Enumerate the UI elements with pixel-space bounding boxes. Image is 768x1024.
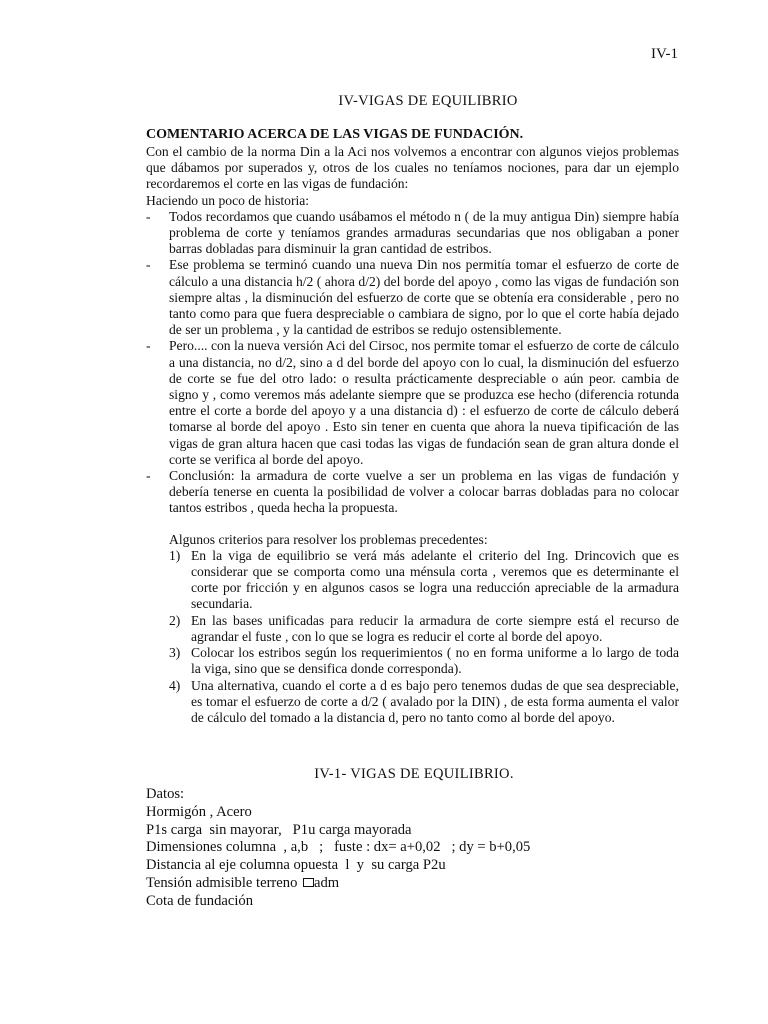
criteria-list bbox=[146, 548, 679, 726]
list-item bbox=[169, 548, 679, 613]
data-line: Cota de fundación bbox=[146, 892, 253, 909]
list-marker: 3) bbox=[169, 645, 181, 661]
list-item-text: Una alternativa, cuando el corte a d es bajo pero tenemos dudas de que sea despreciable, es tomar el esfuerzo de corte a d/2 ( avalado por la DIN) , de esta forma aumenta el valor de cálculo del tomado a la distancia d, pero no tanto como al borde del apoyo. bbox=[191, 677, 679, 725]
data-list bbox=[146, 786, 679, 911]
data-label: Datos: bbox=[146, 786, 185, 802]
list-marker: - bbox=[146, 208, 151, 224]
list-item-text: Pero.... con la nueva versión Aci del Cirsoc, nos permite tomar el esfuerzo de corte de cálculo a una distancia, no d/2, sino a d del borde del apoyo con lo cual, la disminución del esfuerzo de corte se fue del otro lado: o resulta prácticamente despreciable o aún peor. cambia de signo y , como veremos más adelante siempre que se produzca ese hecho (diferencia rotunda entre el corte a borde del apoyo y a una distancia d) : el esfuerzo de corte de cálculo deberá tomarse al borde del apoyo . Esto sin tener en cuenta que ahora la nueva tipificación de las vigas de gran altura hacen que casi todas las vigas de fundación sean de gran altura donde el corte se verifica al borde del apoyo. bbox=[169, 338, 679, 467]
history-label: Haciendo un poco de historia: bbox=[146, 192, 310, 208]
list-item bbox=[146, 468, 679, 517]
list-item bbox=[169, 678, 679, 727]
data-line: Hormigón , Acero bbox=[146, 803, 252, 820]
list-marker: 2) bbox=[169, 612, 181, 628]
tension-label: Tensión admisible terreno bbox=[146, 874, 302, 891]
list-item-text: Ese problema se terminó cuando una nueva Din nos permitía tomar el esfuerzo de corte de cálculo a una distancia h/2 ( ahora d/2) del borde del apoyo , como las vigas de fundación son siempre altas , la disminución del esfuerzo de corte que se obtenía era considerable , pero no tanto como para que fuera despreciable o cambiara de signo, por lo que el corte había dejado de ser un problema , y la cantidad de estribos se redujo ostensiblemente. bbox=[169, 257, 679, 338]
criteria-intro: Algunos criterios para resolver los problemas precedentes: bbox=[169, 531, 488, 547]
list-item bbox=[146, 209, 679, 258]
page-number: IV-1 bbox=[651, 46, 678, 62]
list-item-text: Colocar los estribos según los requerimientos ( no en forma uniforme a lo largo de toda la viga, sino que se densifica donde corresponda). bbox=[191, 645, 679, 677]
list-marker: - bbox=[146, 338, 151, 354]
intro-paragraph: Con el cambio de la norma Din a la Aci nos volvemos a encontrar con algunos viejos problemas que dábamos por superados y, otros de los cuales no teníamos nociones, para dar un ejemplo recordaremos el corte en las vigas de fundación: bbox=[146, 144, 679, 192]
data-line: P1s carga sin mayorar, P1u carga mayorada bbox=[146, 821, 412, 838]
missing-glyph-icon bbox=[303, 878, 314, 887]
data-line: Distancia al eje columna opuesta l y su carga P2u bbox=[146, 857, 446, 874]
tension-suffix: adm bbox=[314, 874, 340, 891]
list-marker: - bbox=[146, 257, 151, 273]
list-item bbox=[169, 613, 679, 645]
list-item-text: Todos recordamos que cuando usábamos el método n ( de la muy antigua Din) siempre había problema de corte y teníamos grandes armaduras secundarias que nos obligaban a poner barras dobladas para disminuir la gran cantidad de estribos. bbox=[169, 208, 679, 257]
list-item bbox=[146, 257, 679, 338]
list-item-text: En las bases unificadas para reducir la armadura de corte siempre está el recurso de agrandar el fuste , con lo que se logra es reducir el corte al borde del apoyo. bbox=[191, 612, 679, 644]
list-item bbox=[146, 338, 679, 468]
subsection-title: IV-1- VIGAS DE EQUILIBRIO. bbox=[314, 766, 514, 782]
list-marker: - bbox=[146, 468, 151, 484]
history-list bbox=[146, 209, 679, 517]
data-line: Dimensiones columna , a,b ; fuste : dx= a+0,02 ; dy = b+0,05 bbox=[146, 839, 531, 856]
list-marker: 1) bbox=[169, 547, 181, 563]
list-item-text: En la viga de equilibrio se verá más adelante el criterio del Ing. Drincovich que es considerar que se comporta como una ménsula corta , veremos que es determinante el corte por fricción y en algunos casos se logra una reducción apreciable de la armadura secundaria. bbox=[191, 547, 679, 612]
document-title: IV-VIGAS DE EQUILIBRIO bbox=[338, 93, 518, 109]
list-item-text: Conclusión: la armadura de corte vuelve a ser un problema en las vigas de fundación y debería tenerse en cuenta la posibilidad de volver a colocar barras dobladas para no colocar tantos estribos , queda hecha la propuesta. bbox=[169, 468, 679, 516]
document-body bbox=[146, 126, 679, 726]
tension-line bbox=[146, 875, 679, 893]
list-item bbox=[169, 645, 679, 677]
section-heading: COMENTARIO ACERCA DE LAS VIGAS DE FUNDACIÓN. bbox=[146, 127, 524, 142]
list-marker: 4) bbox=[169, 677, 181, 693]
